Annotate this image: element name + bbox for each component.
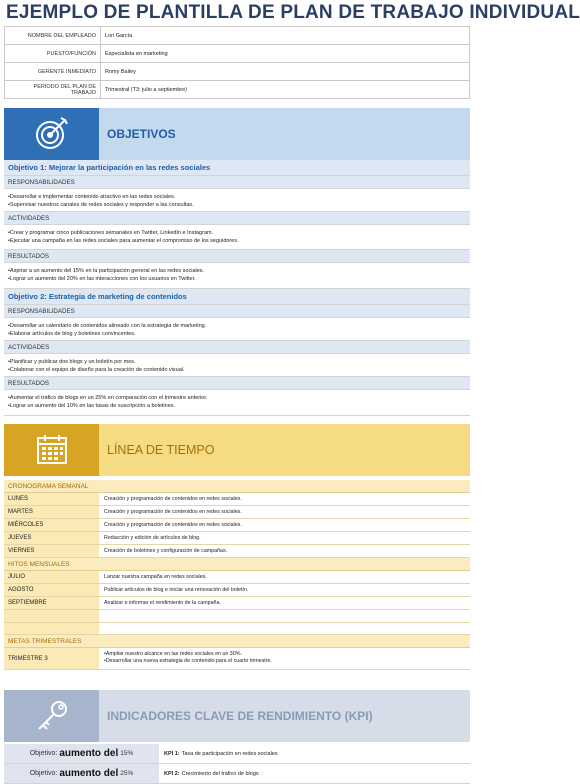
- section-line: •Aumentar el tráfico de blogs en un 25% en comparación con el trimestre anterior.: [8, 395, 208, 401]
- section-body[interactable]: [4, 318, 470, 341]
- day-label: MIÉRCOLES: [4, 519, 99, 531]
- section-line: •Colaborar con el equipo de diseño para la creación de contenido visual.: [8, 367, 185, 373]
- month-label: SEPTIEMBRE: [4, 597, 99, 609]
- section-label: RESULTADOS: [4, 250, 470, 263]
- info-value[interactable]: Lori García: [101, 27, 470, 45]
- kpi-text: Crecimiento del tráfico de blogs: [181, 770, 259, 777]
- kpi-prefix: Objetivo:: [29, 770, 58, 777]
- month-label-empty: [4, 623, 99, 634]
- weekly-schedule-label: CRONOGRAMA SEMANAL: [4, 480, 470, 493]
- kpi-target-pct: 25%: [120, 770, 134, 777]
- kpi-description: [159, 744, 470, 763]
- monthly-row-empty[interactable]: [4, 623, 470, 635]
- info-value[interactable]: Especialista en marketing: [101, 45, 470, 63]
- weekly-row[interactable]: [4, 532, 470, 545]
- day-label: MARTES: [4, 506, 99, 518]
- month-text-empty: [99, 623, 470, 634]
- info-label: NOMBRE DEL EMPLEADO: [5, 27, 101, 45]
- kpi-target: [4, 764, 159, 783]
- quarterly-row[interactable]: [4, 648, 470, 670]
- quarter-text: [99, 648, 470, 669]
- kpi-target-pct: 15%: [120, 750, 134, 757]
- section-line: •Planificar y publicar dos blogs y un boletín por mes.: [8, 359, 136, 365]
- info-value[interactable]: Trimestral (T3: julio a septiembre): [101, 81, 470, 99]
- monthly-row[interactable]: [4, 571, 470, 584]
- day-text: Creación y programación de contenidos en redes sociales.: [99, 519, 470, 531]
- objectives-header: [4, 108, 470, 160]
- target-icon: [4, 108, 99, 160]
- section-line: •Crear y programar cinco publicaciones semanales en Twitter, LinkedIn e Instagram.: [8, 230, 214, 236]
- info-label: GERENTE INMEDIATO: [5, 63, 101, 81]
- day-text: Creación y programación de contenidos en redes sociales.: [99, 493, 470, 505]
- timeline-section: [4, 424, 470, 670]
- info-row: [5, 81, 470, 99]
- section-label: RESPONSABILIDADES: [4, 176, 470, 189]
- kpi-target-text: aumento del: [59, 748, 119, 759]
- section-line: •Desarrollar un calendario de contenidos alineado con la estrategia de marketing.: [8, 323, 207, 329]
- kpi-text: Tasa de participación en redes sociales: [181, 750, 278, 757]
- page-title: EJEMPLO DE PLANTILLA DE PLAN DE TRABAJO INDIVIDUAL: [6, 2, 580, 23]
- info-label: PUESTO/FUNCIÓN: [5, 45, 101, 63]
- section-body[interactable]: [4, 225, 470, 250]
- calendar-icon: [4, 424, 99, 476]
- month-label: JULIO: [4, 571, 99, 583]
- key-icon: [4, 690, 99, 742]
- month-text: Lanzar nuestra campaña en redes sociales.: [99, 571, 470, 583]
- monthly-row[interactable]: [4, 584, 470, 597]
- month-text-empty: [99, 610, 470, 622]
- section-line: •Aspirar a un aumento del 15% en la participación general en las redes sociales.: [8, 268, 205, 274]
- timeline-header: [4, 424, 470, 476]
- month-text: Publicar artículos de blog e iniciar una renovación del boletín.: [99, 584, 470, 596]
- section-line: •Lograr un aumento del 10% en las tasas de suscripción a boletines.: [8, 403, 176, 409]
- objective-title: Objetivo 2: Estrategia de marketing de contenidos: [4, 289, 470, 305]
- weekly-row[interactable]: [4, 519, 470, 532]
- quarterly-goals-label: METAS TRIMESTRALES: [4, 635, 470, 648]
- monthly-row[interactable]: [4, 597, 470, 610]
- quarter-line: •Ampliar nuestro alcance en las redes sociales en un 30%.: [104, 651, 242, 657]
- section-label: ACTIVIDADES: [4, 212, 470, 225]
- section-line: •Supervisar nuestros canales de redes sociales y responder a las consultas.: [8, 202, 194, 208]
- day-label: LUNES: [4, 493, 99, 505]
- kpi-section: [4, 690, 470, 784]
- section-body[interactable]: [4, 354, 470, 377]
- month-label: AGOSTO: [4, 584, 99, 596]
- section-label: RESULTADOS: [4, 377, 470, 390]
- section-label: ACTIVIDADES: [4, 341, 470, 354]
- kpi-label: KPI 1:: [164, 750, 180, 757]
- employee-info-table: [4, 26, 470, 99]
- info-value[interactable]: Romy Bailey: [101, 63, 470, 81]
- section-label: RESPONSABILIDADES: [4, 305, 470, 318]
- day-text: Creación de boletines y configuración de campañas.: [99, 545, 470, 557]
- info-row: [5, 27, 470, 45]
- kpi-row[interactable]: [4, 764, 470, 784]
- section-body[interactable]: [4, 263, 470, 289]
- section-line: •Desarrollar e implementar contenido atractivo en las redes sociales.: [8, 194, 176, 200]
- section-line: •Lograr un aumento del 20% en las interacciones con los usuarios en Twitter.: [8, 276, 196, 282]
- quarter-line: •Desarrollar una nueva estrategia de contenido para el cuarto trimestre.: [104, 658, 272, 664]
- monthly-milestones-label: HITOS MENSUALES: [4, 558, 470, 571]
- weekly-row[interactable]: [4, 545, 470, 558]
- weekly-row[interactable]: [4, 506, 470, 519]
- section-line: •Ejecutar una campaña en las redes sociales para aumentar el compromiso de los seguidores.: [8, 238, 239, 244]
- section-body[interactable]: [4, 390, 470, 416]
- weekly-row[interactable]: [4, 493, 470, 506]
- day-label: JUEVES: [4, 532, 99, 544]
- kpi-label: KPI 2:: [164, 770, 180, 777]
- month-label-empty: [4, 610, 99, 622]
- quarter-label: TRIMESTRE 3: [4, 648, 99, 669]
- month-text: Analizar e informar el rendimiento de la campaña.: [99, 597, 470, 609]
- info-row: [5, 63, 470, 81]
- day-text: Creación y programación de contenidos en redes sociales.: [99, 506, 470, 518]
- day-text: Redacción y edición de artículos de blog.: [99, 532, 470, 544]
- objectives-section: [4, 108, 470, 416]
- section-body[interactable]: [4, 189, 470, 212]
- day-label: VIERNES: [4, 545, 99, 557]
- objectives-heading: OBJETIVOS: [99, 108, 470, 160]
- timeline-heading: LÍNEA DE TIEMPO: [99, 424, 470, 476]
- objective-title: Objetivo 1: Mejorar la participación en las redes sociales: [4, 160, 470, 176]
- section-line: •Elaborar artículos de blog y boletines convincentes.: [8, 331, 136, 337]
- kpi-description: [159, 764, 470, 783]
- kpi-header: [4, 690, 470, 742]
- monthly-row-empty[interactable]: [4, 610, 470, 623]
- kpi-target: [4, 744, 159, 763]
- kpi-target-text: aumento del: [59, 768, 119, 779]
- kpi-row[interactable]: [4, 744, 470, 764]
- kpi-heading: INDICADORES CLAVE DE RENDIMIENTO (KPI): [99, 690, 470, 742]
- info-label: PERÍODO DEL PLAN DE TRABAJO: [5, 81, 101, 99]
- info-row: [5, 45, 470, 63]
- kpi-prefix: Objetivo:: [29, 750, 58, 757]
